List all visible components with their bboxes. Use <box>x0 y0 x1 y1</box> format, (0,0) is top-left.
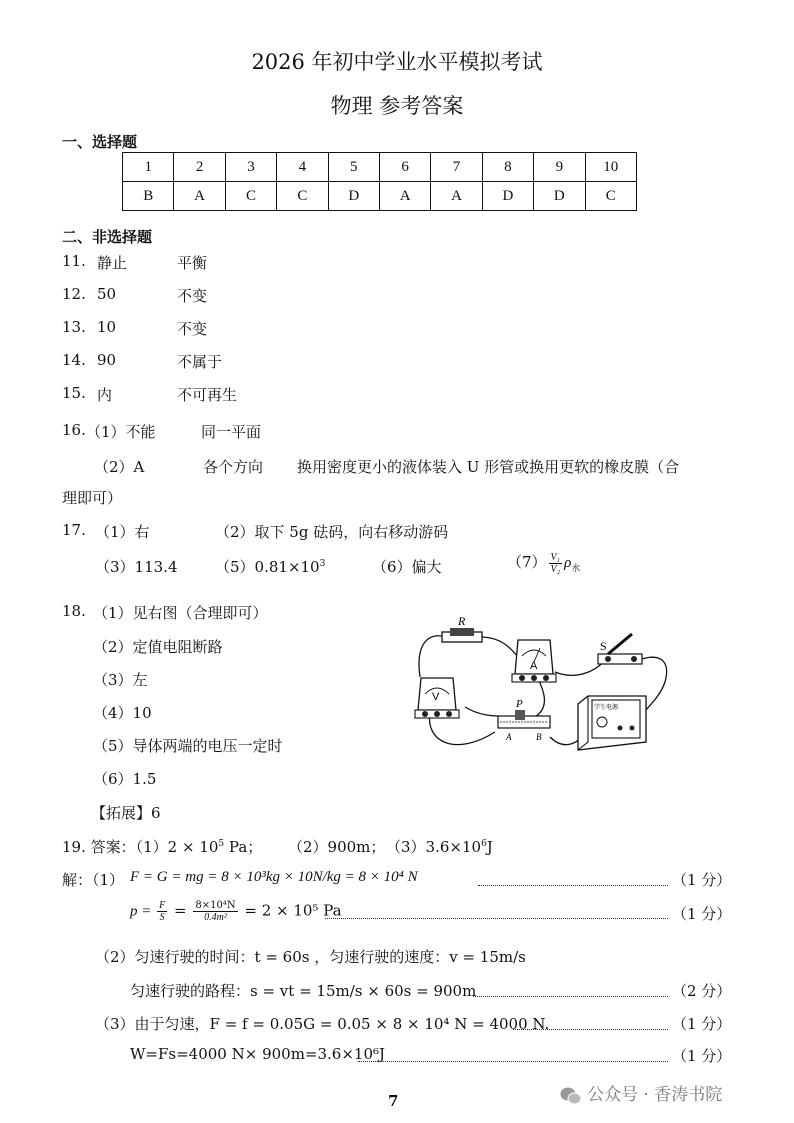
leader-dots <box>513 1029 668 1030</box>
q15-answer-b: 不可再生 <box>177 386 238 404</box>
q18-item-2: （2）定值电阻断路 <box>93 638 223 656</box>
wire <box>480 637 518 657</box>
q19-score-3: （2 分） <box>672 982 732 1000</box>
q16-part2-answer-c: 换用密度更小的液体装入 U 形管或换用更软的橡皮膜（合 <box>297 458 680 476</box>
q19-answer-3-unit: J <box>486 838 493 856</box>
q19-equation-1: F = G = mg = 8 × 10³kg × 10N/kg = 8 × 10⁴ N <box>130 869 418 885</box>
q11-number: 11. <box>62 252 86 270</box>
q19-answer-line <box>62 836 262 857</box>
question-number-cell: 4 <box>277 153 328 182</box>
resistor-icon <box>442 614 482 642</box>
question-number-cell: 1 <box>123 153 174 182</box>
question-number-cell: 5 <box>328 153 379 182</box>
q19-score-5: （1 分） <box>672 1047 732 1065</box>
q17-number: 17. <box>62 521 86 539</box>
voltmeter-icon <box>415 678 459 718</box>
q19-part2-line2: 匀速行驶的路程：s = vt = 15m/s × 60s = 900m <box>130 982 477 1000</box>
q19-part3-line2: W=Fs=4000 N× 900m=3.6×10⁶J <box>130 1045 386 1063</box>
q17-part3: （3）113.4 <box>95 558 178 576</box>
q19-part2-line1: （2）匀速行驶的时间：t = 60s ，匀速行驶的速度：v = 15m/s <box>95 948 526 966</box>
q13-number: 13. <box>62 318 86 336</box>
q19-score-1: （1 分） <box>672 871 732 889</box>
fraction-values <box>193 900 237 923</box>
switch-icon <box>598 634 642 664</box>
q19-answer-3-text: （3）3.6×10 <box>386 838 482 856</box>
q18-item-6: （6）1.5 <box>93 770 157 788</box>
answer-cell: C <box>225 182 276 211</box>
q18-item-3: （3）左 <box>93 671 148 689</box>
q13-answer-a: 10 <box>97 318 117 336</box>
q19-part3-line1: （3）由于匀速，F = f = 0.05G = 0.05 × 8 × 10⁴ N = 4000 N. <box>95 1015 550 1033</box>
q17-part2: （2）取下 5g 砝码，向右移动游码 <box>215 523 449 541</box>
q18-item-5: （5）导体两端的电压一定时 <box>93 737 283 755</box>
fraction-numerator: F <box>159 900 166 911</box>
power-supply-icon <box>578 696 646 750</box>
rheostat-icon <box>498 698 550 742</box>
answer-cell: C <box>277 182 328 211</box>
q19-solution-label: 解：（1） <box>62 871 125 889</box>
answer-cell: D <box>482 182 533 211</box>
q19-answer-3-exponent: 6 <box>481 839 487 849</box>
rheostat-end-b-label: B <box>536 732 542 742</box>
voltmeter-label: V <box>432 691 440 703</box>
exam-title: 2026 年初中学业水平模拟考试 <box>251 50 543 74</box>
q18-item-4: （4）10 <box>93 704 152 722</box>
q12-answer-b: 不变 <box>177 287 208 305</box>
ammeter-label: A <box>530 660 538 672</box>
resistor-label: R <box>458 614 466 628</box>
q17-part1: （1）右 <box>95 523 150 541</box>
leader-dots <box>473 996 668 997</box>
q13-answer-b: 不变 <box>177 320 208 338</box>
switch-label: S <box>600 639 607 653</box>
q16-part1-answer-b: 同一平面 <box>201 423 262 441</box>
fraction-f-over-s <box>157 900 167 923</box>
leader-dots <box>325 918 668 919</box>
question-number-cell: 10 <box>585 153 636 182</box>
section2-heading: 二、非选择题 <box>62 228 153 246</box>
fraction-numerator: 8×10⁴N <box>195 900 236 911</box>
q19-answer-1-unit: Pa； <box>224 838 263 856</box>
q12-answer-a: 50 <box>97 285 117 303</box>
watermark-text: 公众号 · 香涛书院 <box>587 1085 723 1105</box>
answer-cell: A <box>174 182 225 211</box>
rho-subscript: 水 <box>571 564 581 574</box>
q17-part7 <box>507 551 580 575</box>
q11-answer-a: 静止 <box>97 254 128 272</box>
q16-part2-answer-b: 各个方向 <box>203 458 264 476</box>
fraction-denominator: 0.4m² <box>204 912 227 923</box>
question-number-cell: 6 <box>379 153 430 182</box>
q17-part5-exponent: 3 <box>319 559 326 569</box>
q18-item-1: （1）见右图（合理即可） <box>93 604 268 622</box>
question-number-cell: 7 <box>431 153 482 182</box>
q17-part5-text: （5）0.81×10 <box>215 558 320 576</box>
q14-number: 14. <box>62 351 86 369</box>
q16-part1-answer-a: （1）不能 <box>86 423 156 441</box>
q14-answer-a: 90 <box>97 351 117 369</box>
pressure-result: = 2 × 10⁵ Pa <box>244 901 342 920</box>
q11-answer-b: 平衡 <box>177 254 208 272</box>
wechat-icon <box>560 1086 582 1106</box>
q14-answer-b: 不属于 <box>177 353 223 371</box>
q15-number: 15. <box>62 384 86 402</box>
question-number-cell: 8 <box>482 153 533 182</box>
answer-cell: A <box>431 182 482 211</box>
answer-cell: B <box>123 182 174 211</box>
slider-label: P <box>516 698 523 710</box>
q18-number: 18. <box>62 602 86 620</box>
answer-cell: C <box>585 182 636 211</box>
q15-answer-a: 内 <box>97 386 113 404</box>
q12-number: 12. <box>62 285 86 303</box>
q16-part2-answer-a: （2）A <box>94 458 145 476</box>
power-supply-label: 学生电源 <box>594 704 619 711</box>
page-number: 7 <box>388 1092 399 1110</box>
answer-table-row-numbers <box>123 153 637 182</box>
question-number-cell: 3 <box>225 153 276 182</box>
q19-score-4: （1 分） <box>672 1015 732 1033</box>
fraction-denominator: S <box>159 912 165 923</box>
q19-answer-1: 19. 答案：（1）2 × 10 <box>62 838 219 856</box>
answer-cell: D <box>534 182 585 211</box>
q16-number: 16. <box>62 421 86 439</box>
q18-extend: 【拓展】6 <box>91 804 161 822</box>
answer-cell: A <box>379 182 430 211</box>
exam-subtitle: 物理 参考答案 <box>330 94 464 118</box>
q19-score-2: （1 分） <box>672 905 732 923</box>
question-number-cell: 9 <box>534 153 585 182</box>
q19-answer-2: （2）900m； <box>288 838 386 856</box>
rho-symbol: ρ <box>564 555 572 571</box>
ammeter-icon <box>512 640 556 682</box>
q17-part6: （6）偏大 <box>372 558 442 576</box>
fraction-denominator: V₂ <box>550 563 561 575</box>
fraction-numerator: V₁ <box>550 551 561 563</box>
circuit-diagram <box>410 612 680 762</box>
q19-answer-1-exponent: 5 <box>218 839 225 849</box>
answer-cell: D <box>328 182 379 211</box>
q16-part2-continuation: 理即可） <box>62 489 123 507</box>
wire <box>419 636 445 677</box>
watermark <box>560 1080 722 1106</box>
answer-table-row-answers <box>123 182 637 211</box>
answer-table <box>122 152 637 211</box>
q17-part7-label: （7） <box>507 553 547 571</box>
q17-part7-fraction <box>549 552 563 575</box>
question-number-cell: 2 <box>174 153 225 182</box>
leader-dots <box>478 885 668 886</box>
section1-heading: 一、选择题 <box>62 133 138 151</box>
leader-dots <box>358 1061 668 1062</box>
rheostat-end-a-label: A <box>506 732 512 742</box>
q19-equation-2: p = $\frac{F}{S}$ = $\frac{\text{8×10⁴N}}{\text{0.4m²}}$ = 2 × 10⁵ Pa <box>130 900 342 923</box>
pressure-symbol: p = <box>130 903 156 920</box>
q19-answer-3 <box>386 836 493 857</box>
q17-part5 <box>215 556 325 577</box>
